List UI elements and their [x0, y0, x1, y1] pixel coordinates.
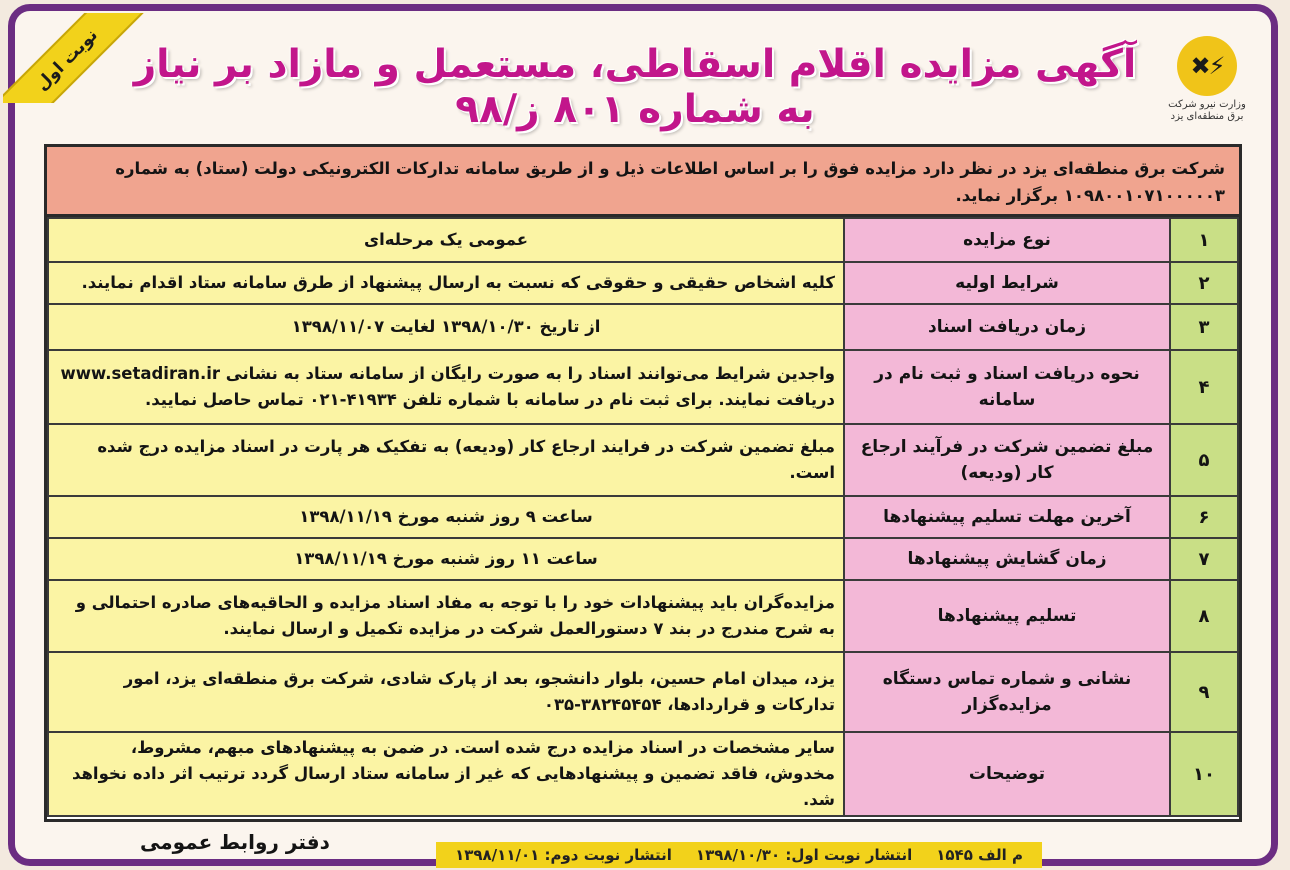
table-row — [48, 218, 1238, 262]
table-row — [48, 262, 1238, 304]
intro-paragraph: شرکت برق منطقه‌ای یزد در نظر دارد مزایده فوق را بر اساس اطلاعات ذیل و از طریق سامانه تدارکات الکترونیکی دولت (ستاد) به شماره ۱۰۹۸۰۰۱۰۷۱۰۰۰۰۰۳ برگزار نماید. — [47, 147, 1239, 217]
row-label: نوع مزایده — [844, 218, 1170, 262]
row-number: ۳ — [1170, 304, 1238, 350]
row-number: ۱ — [1170, 218, 1238, 262]
row-value: ساعت ۹ روز شنبه مورخ ۱۳۹۸/۱۱/۱۹ — [48, 496, 844, 538]
publication-code: م الف ۱۵۴۵ — [936, 846, 1023, 864]
public-relations-signature: دفتر روابط عمومی — [140, 830, 330, 854]
row-label: تسلیم پیشنهادها — [844, 580, 1170, 652]
table-row — [48, 580, 1238, 652]
auction-details-table — [47, 217, 1239, 817]
row-value-part1: واجدین شرایط می‌توانند اسناد را به صورت رایگان از سامانه ستاد به نشانی — [225, 364, 835, 383]
row-value: سایر مشخصات در اسناد مزایده درج شده است. در ضمن به پیشنهادهای مبهم، مشروط، مخدوش، فاقد تضمین و پیشنهادهایی که غیر از سامانه ستاد ارسال گردد ترتیب اثر داده نخواهد شد. — [48, 732, 844, 816]
row-label: شرایط اولیه — [844, 262, 1170, 304]
logo-caption — [1162, 99, 1252, 123]
row-number: ۸ — [1170, 580, 1238, 652]
row-number: ۲ — [1170, 262, 1238, 304]
row-value: کلیه اشخاص حقیقی و حقوقی که نسبت به ارسال پیشنهاد از طرق سامانه ستاد اقدام نمایند. — [48, 262, 844, 304]
row-label: آخرین مهلت تسلیم پیشنهادها — [844, 496, 1170, 538]
row-number: ۷ — [1170, 538, 1238, 580]
row-number: ۶ — [1170, 496, 1238, 538]
row-label: توضیحات — [844, 732, 1170, 816]
second-publication-date: انتشار نوبت دوم: ۱۳۹۸/۱۱/۰۱ — [455, 846, 672, 864]
row-number: ۴ — [1170, 350, 1238, 424]
logo-caption-line1: وزارت نیرو شرکت — [1168, 99, 1246, 110]
row-label: زمان گشایش پیشنهادها — [844, 538, 1170, 580]
row-number: ۱۰ — [1170, 732, 1238, 816]
table-row — [48, 732, 1238, 816]
row-number: ۹ — [1170, 652, 1238, 732]
table-row — [48, 538, 1238, 580]
logo-caption-line2: برق منطقه‌ای یزد — [1170, 111, 1244, 122]
row-label: نحوه دریافت اسناد و ثبت نام در سامانه — [844, 350, 1170, 424]
first-round-badge: نوبت اول — [3, 13, 147, 103]
row-label: زمان دریافت اسناد — [844, 304, 1170, 350]
setad-url-link[interactable]: www.setadiran.ir — [60, 364, 221, 383]
table-row — [48, 424, 1238, 496]
table-row — [48, 304, 1238, 350]
row-value: مزایده‌گران باید پیشنهادات خود را با توجه به مفاد اسناد مزایده و الحاقیه‌های صادره احتمالی و به شرح مندرج در بند ۷ دستورالعمل شرکت در مزایده تکمیل و ارسال نمایند. — [48, 580, 844, 652]
publication-bar — [436, 842, 1042, 868]
table-row — [48, 496, 1238, 538]
auction-details-box — [44, 144, 1242, 822]
row-number: ۵ — [1170, 424, 1238, 496]
row-label: مبلغ تضمین شرکت در فرآیند ارجاع کار (ودیعه) — [844, 424, 1170, 496]
row-value: ساعت ۱۱ روز شنبه مورخ ۱۳۹۸/۱۱/۱۹ — [48, 538, 844, 580]
logo-icon — [1177, 36, 1237, 96]
notice-headline: آگهی مزایده اقلام اسقاطی، مستعمل و مازاد بر نیاز به شماره ۸۰۱ ز/۹۸ — [133, 42, 1137, 132]
row-value: عمومی یک مرحله‌ای — [48, 218, 844, 262]
first-publication-date: انتشار نوبت اول: ۱۳۹۸/۱۰/۳۰ — [695, 846, 913, 864]
row-value-part2: دریافت نمایند. برای ثبت نام در سامانه با شماره تلفن ۴۱۹۳۴-۰۲۱ تماس حاصل نمایید. — [145, 390, 835, 409]
company-logo — [1162, 36, 1252, 132]
row-value: یزد، میدان امام حسین، بلوار دانشجو، بعد از پارک شادی، شرکت برق منطقه‌ای یزد، امور تدارکات و قراردادها، ۳۸۲۴۵۴۵۴-۰۳۵ — [48, 652, 844, 732]
row-value — [48, 350, 844, 424]
row-label: نشانی و شماره تماس دستگاه مزایده‌گزار — [844, 652, 1170, 732]
table-row — [48, 350, 1238, 424]
table-row — [48, 652, 1238, 732]
row-value: مبلغ تضمین شرکت در فرایند ارجاع کار (ودیعه) به تفکیک هر پارت در اسناد مزایده درج شده است. — [48, 424, 844, 496]
logo-mark: ✖⚡ — [1190, 52, 1224, 80]
row-value: از تاریخ ۱۳۹۸/۱۰/۳۰ لغایت ۱۳۹۸/۱۱/۰۷ — [48, 304, 844, 350]
